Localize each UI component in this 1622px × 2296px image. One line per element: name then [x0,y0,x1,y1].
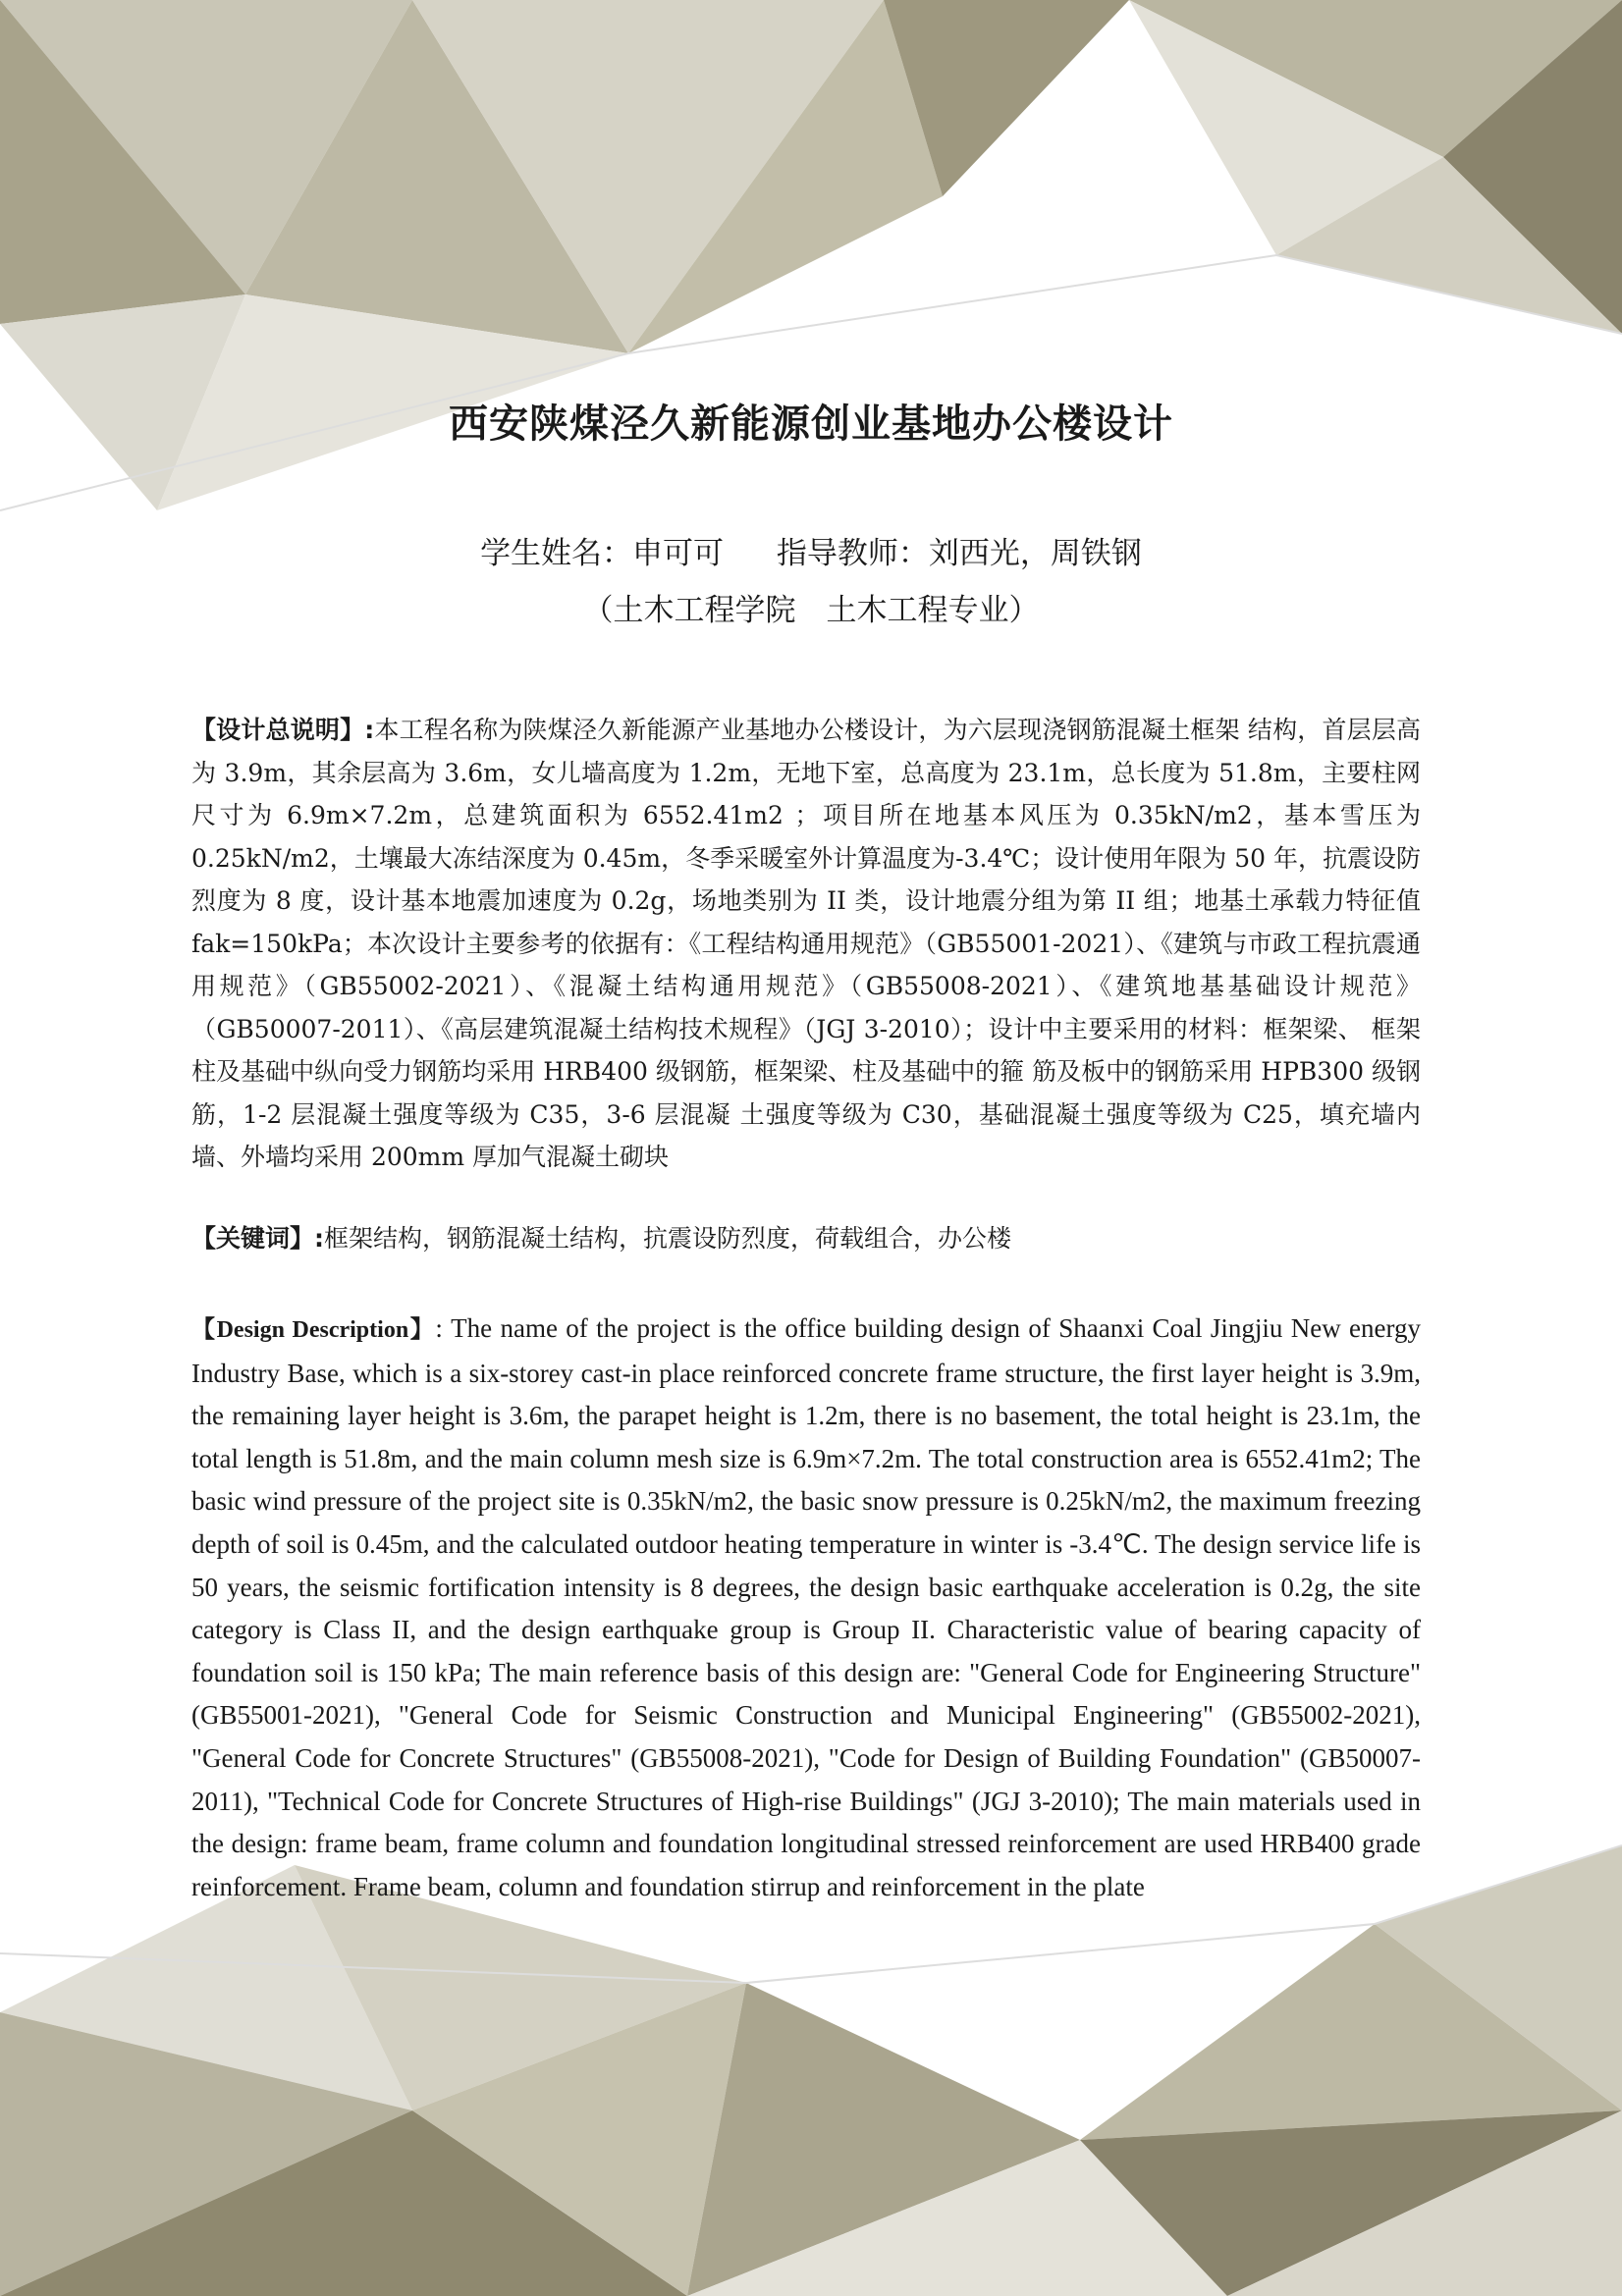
author-line [0,528,1622,572]
keywords-text: 框架结构，钢筋混凝土结构，抗震设防烈度，荷载组合，办公楼 [324,1224,1012,1253]
page-title: 西安陕煤泾久新能源创业基地办公楼设计 [449,401,1173,447]
abstract-text: 本工程名称为陕煤泾久新能源产业基地办公楼设计，为六层现浇钢筋混凝土框架 结构，首层层高为 3.9m，其余层高为 3.6m，女儿墙高度为 1.2m，无地下室，总高度为 23.1m，总长度为 51.8m，主要柱网尺寸为 6.9m×7.2m，总建筑面积为 6552.41m2 ；项目所在地基本风压为 0.35kN/m2，基本雪压为 0.25kN/m2，土壤最大冻结深度为 0.45m，冬季采暖室外计算温度为-3.4℃；设计使用年限为 50 年，抗震设防烈度为 8 度，设计基本地震加速度为 0.2g，场地类别为 II 类，设计地震分组为第 II 组；地基土承载力特征值 fak=150kPa；本次设计主要参考的依据有：《工程结构通用规范》（GB55001-2021）、《建筑与市政工程抗震通用规范》（GB55002-2021）、《混凝土结构通用规范》（GB55008-2021）、《建筑地基基础设计规范》（GB50007-2011）、《高层建筑混凝土结构技术规程》（JGJ 3-2010）；设计中主要采用的材料：框架梁、 框架柱及基础中纵向受力钢筋均采用 HRB400 级钢筋，框架梁、柱及基础中的箍 筋及板中的钢筋采用 HPB300 级钢筋，1-2 层混凝土强度等级为 C35，3-6 层混凝 土强度等级为 C30，基础混凝土强度等级为 C25，填充墙内墙、外墙均采用 200mm 厚加气混凝土砌块 [191,716,1421,1171]
chinese-abstract [191,709,1421,1179]
keywords-label: 【关键词】: [191,1224,324,1253]
student-name: 学生姓名：申可可 [480,536,725,571]
english-abstract-label: 【Design Description】 [191,1317,436,1343]
english-abstract-text: : The name of the project is the office building design of Shaanxi Coal Jingjiu New energy Industry Base, which is a six-storey cast-in place reinforced concrete frame structure, the first layer height is 3.9m, the remaining layer height is 3.6m, the parapet height is 1.2m, there is no basement, the total height is 23.1m, the total length is 51.8m, and the main column mesh size is 6.9m×7.2m. The total construction area is 6552.41m2; The basic wind pressure of the project site is 0.35kN/m2, the basic snow pressure is 0.25kN/m2, the maximum freezing depth of soil is 0.45m, and the calculated outdoor heating temperature in winter is -3.4℃. The design service life is 50 years, the seismic fortification intensity is 8 degrees, the design basic earthquake acceleration is 0.2g, the site category is Class II, and the design earthquake group is Group II. Characteristic value of bearing capacity of foundation soil is 150 kPa; The main reference basis of this design are: "General Code for Engineering Structure" (GB55001-2021), "General Code for Seismic Construction and Municipal Engineering" (GB55002-2021), "General Code for Concrete Structures" (GB55008-2021), "Code for Design of Building Foundation" (GB50007-2011), "Technical Code for Concrete Structures of High-rise Buildings" (JGJ 3-2010); The main materials used in the design: frame beam, frame column and foundation longitudinal stressed reinforcement are used HRB400 grade reinforcement. Frame beam, column and foundation stirrup and reinforcement in the plate [191,1313,1421,1901]
advisor-names: 指导教师：刘西光，周铁钢 [776,536,1142,571]
abstract-label: 【设计总说明】: [191,716,375,744]
college-info: （土木工程学院 土木工程专业） [582,593,1040,628]
chinese-keywords [191,1219,1421,1255]
english-abstract [191,1308,1421,1936]
